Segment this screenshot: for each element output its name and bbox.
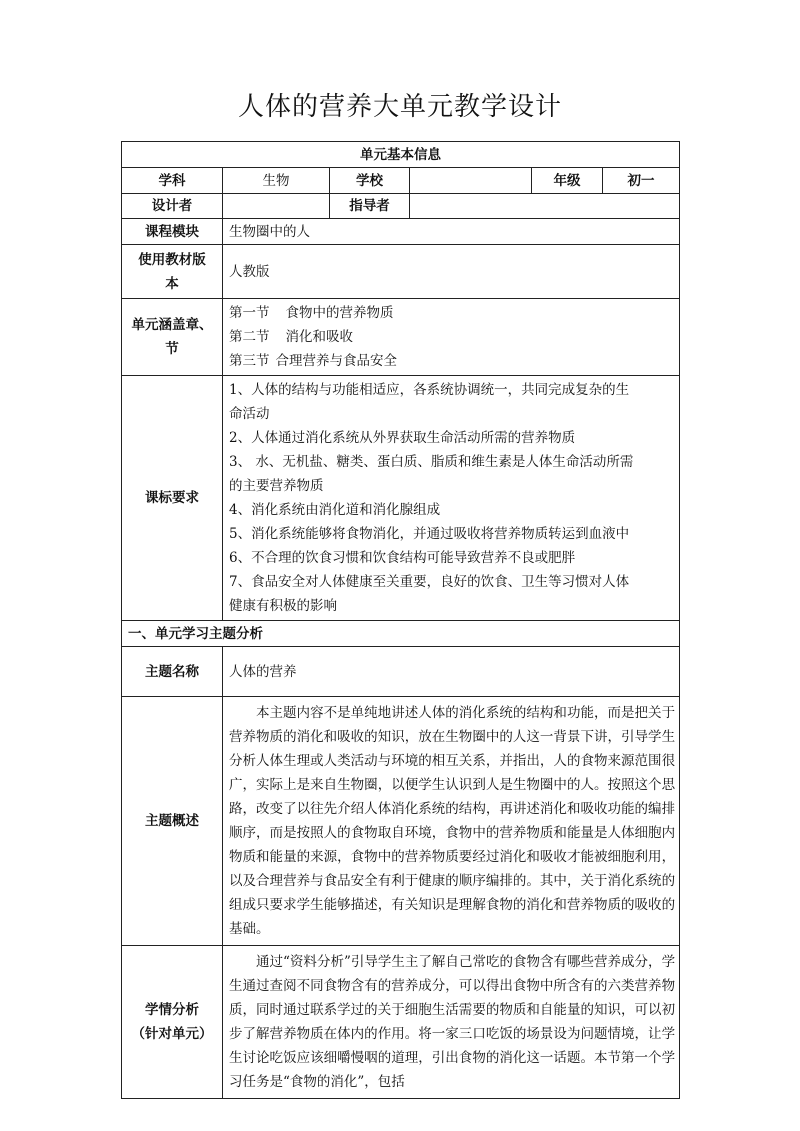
chapter-section: 第二节 <box>229 329 270 345</box>
standards-line: 的主要营养物质 <box>229 478 324 494</box>
standards-line: 5、消化系统能够将食物消化，并通过吸收将营养物质转运到血液中 <box>229 526 630 542</box>
overview-row <box>122 697 680 946</box>
analysis-header-row <box>122 621 680 647</box>
document-title: 人体的营养大单元教学设计 <box>237 92 562 122</box>
module-label: 课程模块 <box>122 219 223 245</box>
textbook-row <box>122 245 680 299</box>
standards-line: 4、消化系统由消化道和消化腺组成 <box>229 502 441 518</box>
overview-cell <box>223 697 680 946</box>
school-label: 学校 <box>330 168 410 194</box>
unit-design-table <box>121 141 680 1099</box>
theme-name-value: 人体的营养 <box>223 647 680 697</box>
subject-row <box>122 168 680 194</box>
textbook-value: 人教版 <box>223 245 680 299</box>
advisor-label: 指导者 <box>330 194 410 219</box>
chapters-label-line2: 节 <box>165 341 179 357</box>
chapters-row <box>122 299 680 376</box>
standards-line: 3、 水、无机盐、糖类、蛋白质、脂质和维生素是人体生命活动所需 <box>229 454 634 470</box>
designer-row <box>122 194 680 219</box>
chapters-label <box>122 299 223 376</box>
grade-value: 初一 <box>603 168 680 194</box>
textbook-label-line1: 使用教材版 <box>138 251 206 268</box>
overview-label: 主题概述 <box>122 697 223 946</box>
grade-label: 年级 <box>532 168 603 194</box>
chapter-item <box>229 349 675 373</box>
standards-line: 7、食品安全对人体健康至关重要，良好的饮食、卫生等习惯对人体 <box>229 574 630 590</box>
learner-label <box>122 946 223 1099</box>
module-row <box>122 219 680 245</box>
overview-text: 本主题内容不是单纯地讲述人体的消化系统的结构和功能，而是把关于营养物质的消化和吸收的知识，放在生物圈中的人这一背景下讲，引导学生分析人体生理或人类活动与环境的相互关系，并指出，人的食物来源范围很广，实际上是来自生物圈，以便学生认识到人是生物圈中的人。按照这个思路，改变了以往先介绍人体消化系统的结构，再讲述消化和吸收功能的编排顺序，而是按照人的食物取自环境，食物中的营养物质和能量是人体细胞内物质和能量的来源，食物中的营养物质要经过消化和吸收才能被细胞利用，以及合理营养与食品安全有利于健康的顺序编排的。其中，关于消化系统的组成只要求学生能够描述，有关知识是理解食物的消化和营养物质的吸收的基础。 <box>229 705 676 937</box>
chapters-list <box>223 299 680 376</box>
designer-value <box>223 194 330 219</box>
standards-row <box>122 376 680 621</box>
learner-text: 通过“资料分析”引导学生主了解自己常吃的食物含有哪些营养成分，学生通过查阅不同食物含有的营养成分，可以得出食物中所含有的六类营养物质，同时通过联系学过的关于细胞生活需要的物质和自能量的知识，可以初步了解营养物质在体内的作用。将一家三口吃饭的场景设为问题情境，让学生讨论吃饭应该细嚼慢咽的道理，引出食物的消化这一话题。本节第一个学习任务是“食物的消化”，包括 <box>229 954 676 1090</box>
standards-line: 1、人体的结构与功能相适应，各系统协调统一，共同完成复杂的生 <box>229 382 630 398</box>
textbook-label-line2: 本 <box>165 275 179 292</box>
module-value: 生物圈中的人 <box>223 219 680 245</box>
basic-info-header-row <box>122 142 680 168</box>
theme-name-label: 主题名称 <box>122 647 223 697</box>
basic-info-header: 单元基本信息 <box>122 142 680 168</box>
standards-line: 命活动 <box>229 406 270 422</box>
standards-line: 健康有积极的影响 <box>229 598 337 614</box>
standards-line: 2、人体通过消化系统从外界获取生命活动所需的营养物质 <box>229 430 576 446</box>
standards-list <box>223 376 680 621</box>
chapter-name: 消化和吸收 <box>285 329 353 345</box>
subject-label: 学科 <box>122 168 223 194</box>
chapter-item <box>229 301 675 325</box>
school-value <box>410 168 532 194</box>
chapter-name: 合理营养与食品安全 <box>275 353 397 369</box>
chapter-name: 食物中的营养物质 <box>285 305 394 321</box>
chapters-label-line1: 单元涵盖章、 <box>131 317 213 333</box>
analysis-header: 一、单元学习主题分析 <box>122 621 680 647</box>
designer-label: 设计者 <box>122 194 223 219</box>
textbook-label <box>122 245 223 299</box>
advisor-value <box>410 194 680 219</box>
learner-label-line2: （针对单元） <box>131 1026 213 1042</box>
learner-row <box>122 946 680 1099</box>
subject-value: 生物 <box>223 168 330 194</box>
standards-label: 课标要求 <box>122 376 223 621</box>
standards-line: 6、不合理的饮食习惯和饮食结构可能导致营养不良或肥胖 <box>229 550 576 566</box>
chapter-section: 第一节 <box>229 305 270 321</box>
learner-cell <box>223 946 680 1099</box>
chapter-section: 第三节 <box>229 353 270 369</box>
learner-label-line1: 学情分析 <box>145 1002 199 1018</box>
chapter-item <box>229 325 675 349</box>
theme-name-row <box>122 647 680 697</box>
